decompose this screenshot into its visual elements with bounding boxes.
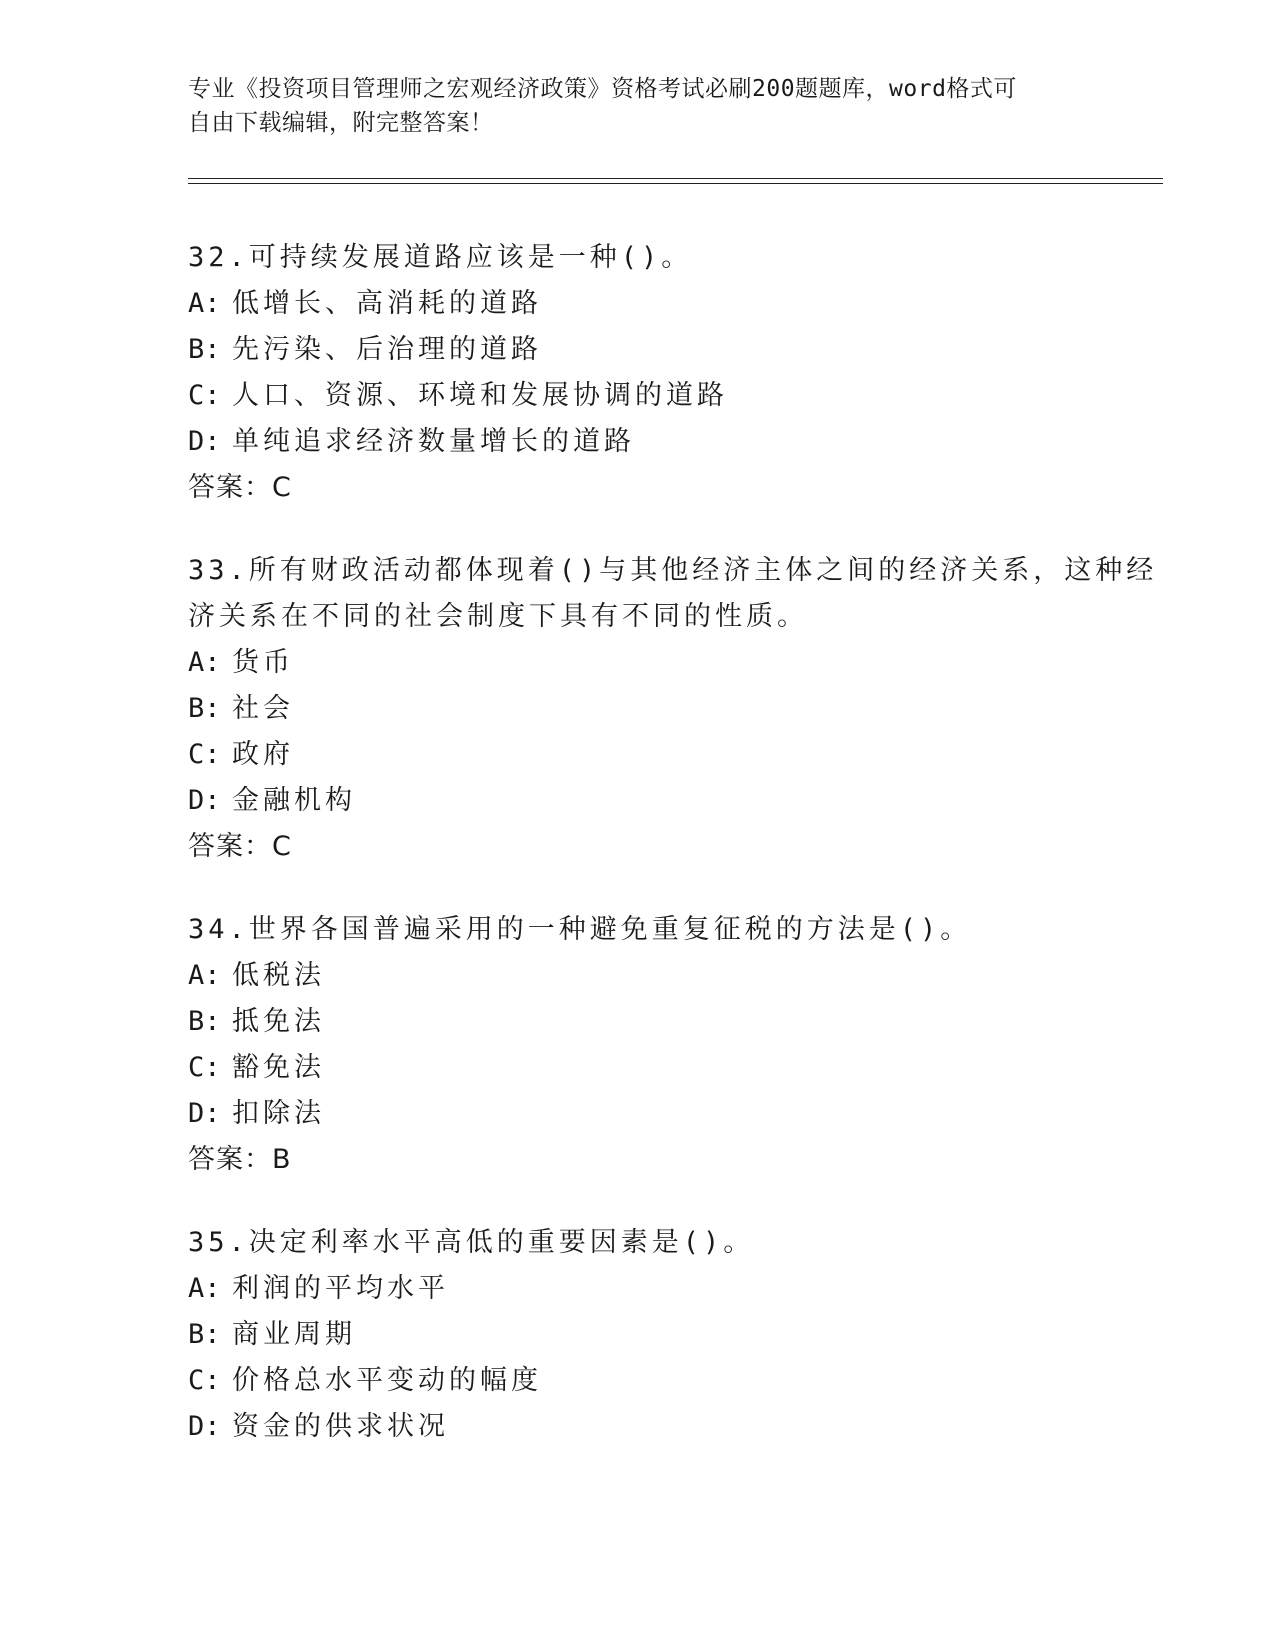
question-stem: 34.世界各国普遍采用的一种避免重复征税的方法是()。: [188, 914, 972, 945]
option-a: [188, 1266, 1088, 1312]
option-key: C:: [188, 1052, 221, 1083]
option-text: 低税法: [232, 960, 325, 991]
option-key: C:: [188, 380, 221, 411]
option-key: A:: [188, 647, 221, 678]
option-text: 扣除法: [232, 1098, 325, 1129]
option-b: [188, 327, 1088, 373]
option-key: B:: [188, 693, 221, 724]
header-divider-bottom: [188, 183, 1163, 184]
option-key: D:: [188, 1411, 221, 1442]
question-32: [188, 235, 1088, 511]
option-key: B:: [188, 1006, 221, 1037]
option-text: 金融机构: [232, 785, 356, 816]
option-key: B:: [188, 1319, 221, 1350]
option-text: 社会: [232, 693, 294, 724]
answer-line: 答案：C: [188, 831, 292, 862]
option-a: [188, 281, 1088, 327]
option-d: [188, 419, 1088, 465]
header-line-2: 自由下载编辑，附完整答案！: [188, 110, 494, 136]
option-key: D:: [188, 1098, 221, 1129]
option-text: 政府: [232, 739, 294, 770]
option-c: [188, 1358, 1088, 1404]
option-b: [188, 686, 1088, 732]
option-key: D:: [188, 426, 221, 457]
answer-line: 答案：C: [188, 472, 292, 503]
option-text: 价格总水平变动的幅度: [232, 1365, 542, 1396]
option-text: 豁免法: [232, 1052, 325, 1083]
option-b: [188, 999, 1088, 1045]
answer-line: 答案：B: [188, 1144, 292, 1175]
document-header: [188, 72, 1068, 140]
option-c: [188, 732, 1088, 778]
option-key: D:: [188, 785, 221, 816]
option-d: [188, 1404, 1088, 1450]
option-key: C:: [188, 739, 221, 770]
question-33: [188, 548, 1158, 870]
option-d: [188, 1091, 1088, 1137]
option-text: 利润的平均水平: [232, 1273, 449, 1304]
option-key: A:: [188, 960, 221, 991]
header-line-1: 专业《投资项目管理师之宏观经济政策》资格考试必刷200题题库，word格式可: [188, 76, 1017, 102]
option-text: 低增长、高消耗的道路: [232, 288, 542, 319]
option-c: [188, 373, 1088, 419]
option-key: A:: [188, 288, 221, 319]
question-stem-line-1: 33.所有财政活动都体现着()与其他经济主体之间的经济关系，这种经: [188, 555, 1158, 586]
question-list: [188, 235, 1158, 1487]
question-stem-line-2: 济关系在不同的社会制度下具有不同的性质。: [188, 601, 808, 632]
option-b: [188, 1312, 1088, 1358]
option-text: 先污染、后治理的道路: [232, 334, 542, 365]
question-stem: 35.决定利率水平高低的重要因素是()。: [188, 1227, 755, 1258]
question-35: [188, 1220, 1088, 1450]
option-a: [188, 640, 1088, 686]
option-key: C:: [188, 1365, 221, 1396]
option-d: [188, 778, 1088, 824]
option-key: A:: [188, 1273, 221, 1304]
option-a: [188, 953, 1088, 999]
option-text: 人口、资源、环境和发展协调的道路: [232, 380, 728, 411]
option-text: 单纯追求经济数量增长的道路: [232, 426, 635, 457]
option-text: 抵免法: [232, 1006, 325, 1037]
option-text: 商业周期: [232, 1319, 356, 1350]
question-stem: 32.可持续发展道路应该是一种()。: [188, 242, 693, 273]
header-divider-top: [188, 178, 1163, 179]
option-text: 资金的供求状况: [232, 1411, 449, 1442]
option-key: B:: [188, 334, 221, 365]
option-c: [188, 1045, 1088, 1091]
option-text: 货币: [232, 647, 294, 678]
question-34: [188, 907, 1088, 1183]
